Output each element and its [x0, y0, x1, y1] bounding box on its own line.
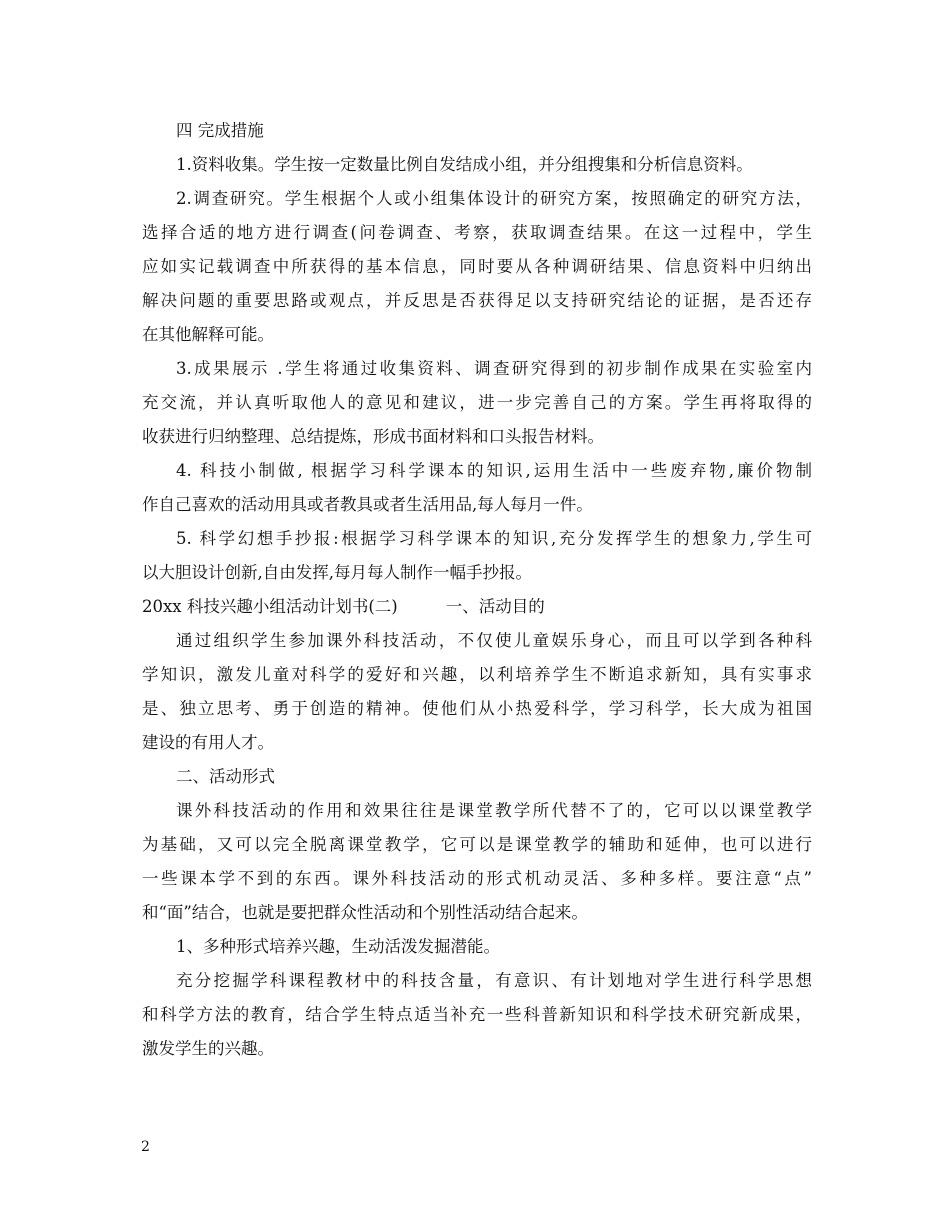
paragraph-line: 通过组织学生参加课外科技活动，不仅使儿童娱乐身心，而且可以学到各种科 [176, 631, 812, 650]
section-title-line [142, 590, 812, 624]
paragraph-line: 和“面”结合，也就是要把群众性活动和个别性活动结合起来。 [142, 903, 588, 922]
document-body [142, 114, 812, 1066]
paragraph-line: 1.资料收集。学生按一定数量比例自发结成小组，并分组搜集和分析信息资料。 [176, 155, 753, 174]
paragraph-line: 解决问题的重要思路或观点，并反思是否获得足以支持研究结论的证据，是否还存 [142, 291, 812, 310]
paragraph-line: 是、独立思考、勇于创造的精神。使他们从小热爱科学，学习科学，长大成为祖国 [142, 699, 812, 718]
paragraph-line: 3.成果展示 .学生将通过收集资料、调查研究得到的初步制作成果在实验室内 [176, 359, 812, 378]
paragraph-line: 作自己喜欢的活动用具或者教具或者生活用品,每人每月一件。 [142, 495, 593, 514]
paragraph-line: 以大胆设计创新,自由发挥,每月每人制作一幅手抄报。 [142, 563, 532, 582]
page-number: 2 [141, 1139, 150, 1155]
paragraph-line: 一些课本学不到的东西。课外科技活动的形式机动灵活、多种多样。要注意“点” [142, 869, 812, 888]
paragraph-line: 收获进行归纳整理、总结提炼，形成书面材料和口头报告材料。 [142, 427, 604, 446]
paragraph-line: 建设的有用人才。 [142, 733, 274, 752]
paragraph-line: 学知识，激发儿童对科学的爱好和兴趣，以利培养学生不断追求新知，具有实事求 [142, 665, 812, 684]
paragraph-line: 和科学方法的教育，结合学生特点适当补充一些科普新知识和科学技术研究新成果， [142, 1005, 812, 1024]
section-heading-measures: 四 完成措施 [176, 121, 264, 140]
paragraph-line: 充分挖掘学科课程教材中的科技含量，有意识、有计划地对学生进行科学思想 [176, 971, 812, 990]
paragraph-line: 为基础，又可以完全脱离课堂教学，它可以是课堂教学的辅助和延伸，也可以进行 [142, 835, 812, 854]
section-heading-form: 二、活动形式 [176, 767, 275, 786]
paragraph-line: 4. 科技小制做, 根据学习科学课本的知识,运用生活中一些废弃物,廉价物制 [176, 461, 812, 480]
paragraph-line: 2.调查研究。学生根据个人或小组集体设计的研究方案，按照确定的研究方法， [176, 189, 812, 208]
paragraph-line: 充交流，并认真听取他人的意见和建议，进一步完善自己的方案。学生再将取得的 [142, 393, 812, 412]
subheading-line: 1、多种形式培养兴趣，生动活泼发掘潜能。 [176, 937, 500, 956]
paragraph-line: 在其他解释可能。 [142, 325, 274, 344]
paragraph-line: 应如实记载调查中所获得的基本信息，同时要从各种调研结果、信息资料中归纳出 [142, 257, 812, 276]
paragraph-line: 课外科技活动的作用和效果往往是课堂教学所代替不了的，它可以以课堂教学 [176, 801, 812, 820]
section-title: 20xx 科技兴趣小组活动计划书(二) [142, 597, 398, 616]
paragraph-line: 激发学生的兴趣。 [142, 1039, 274, 1058]
paragraph-line: 5. 科学幻想手抄报:根据学习科学课本的知识,充分发挥学生的想象力,学生可 [176, 529, 812, 548]
paragraph-line: 选择合适的地方进行调查(问卷调查、考察，获取调查结果。在这一过程中，学生 [142, 223, 812, 242]
section-heading-purpose: 一、活动目的 [445, 597, 545, 616]
